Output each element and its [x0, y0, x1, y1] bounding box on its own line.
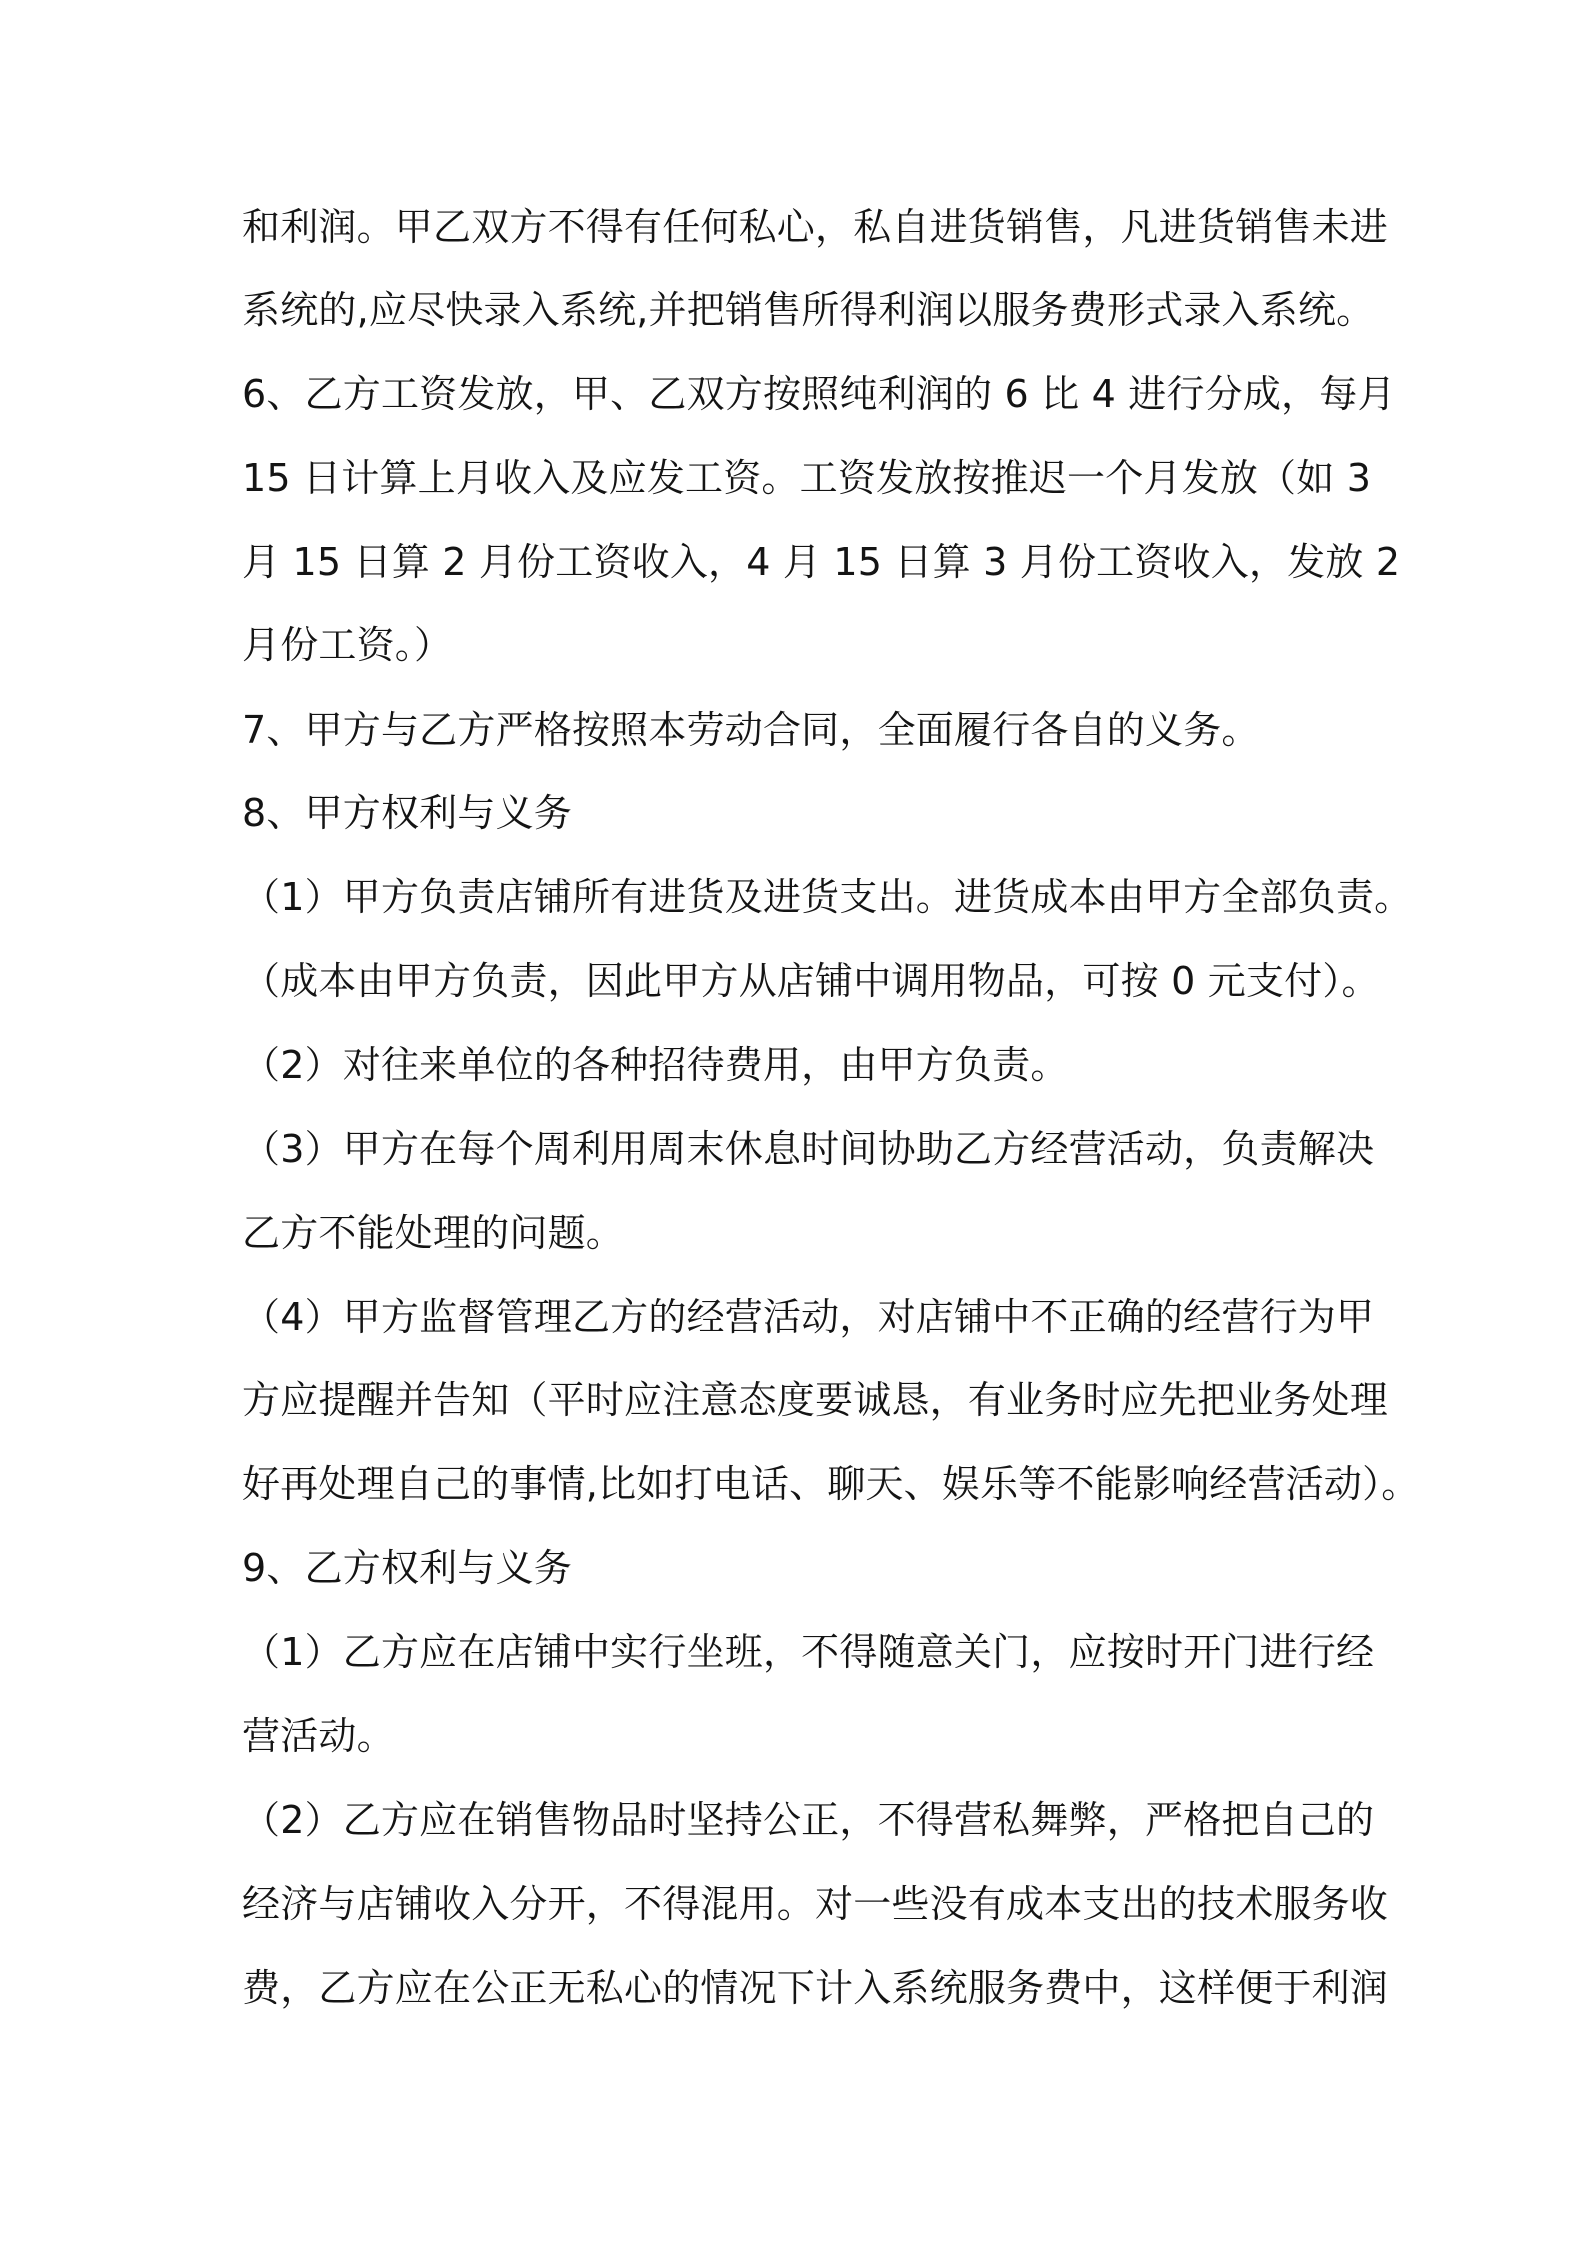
- text-line-11: （2）对往来单位的各种招待费用，由甲方负责。: [242, 1043, 1069, 1087]
- text-line-7: 7、甲方与乙方严格按照本劳动合同，全面履行各自的义务。: [242, 708, 1260, 752]
- text-line-16: 好再处理自己的事情,比如打电话、聊天、娱乐等不能影响经营活动）。: [242, 1462, 1420, 1506]
- text-line-8: 8、甲方权利与义务: [242, 791, 572, 835]
- text-line-18: （1）乙方应在店铺中实行坐班，不得随意关门，应按时开门进行经: [242, 1630, 1375, 1674]
- text-line-10: （成本由甲方负责，因此甲方从店铺中调用物品，可按 0 元支付）。: [242, 959, 1380, 1003]
- text-line-19: 营活动。: [242, 1714, 395, 1758]
- text-line-9: （1）甲方负责店铺所有进货及进货支出。进货成本由甲方全部负责。: [242, 875, 1413, 919]
- text-line-14: （4）甲方监督管理乙方的经营活动，对店铺中不正确的经营行为甲: [242, 1295, 1375, 1339]
- text-line-13: 乙方不能处理的问题。: [242, 1211, 625, 1255]
- text-line-6: 月份工资。）: [242, 623, 453, 667]
- text-line-20: （2）乙方应在销售物品时坚持公正，不得营私舞弊，严格把自己的: [242, 1798, 1375, 1842]
- text-line-2: 系统的,应尽快录入系统,并把销售所得利润以服务费形式录入系统。: [242, 288, 1375, 332]
- text-line-12: （3）甲方在每个周利用周末休息时间协助乙方经营活动，负责解决: [242, 1127, 1375, 1171]
- text-line-15: 方应提醒并告知（平时应注意态度要诚恳，有业务时应先把业务处理: [242, 1378, 1389, 1422]
- text-line-4: 15 日计算上月收入及应发工资。工资发放按推迟一个月发放（如 3: [242, 456, 1372, 500]
- text-line-5: 月 15 日算 2 月份工资收入，4 月 15 日算 3 月份工资收入，发放 2: [242, 540, 1401, 584]
- text-line-17: 9、乙方权利与义务: [242, 1546, 572, 1590]
- text-line-3: 6、乙方工资发放，甲、乙双方按照纯利润的 6 比 4 进行分成，每月: [242, 372, 1396, 416]
- text-line-21: 经济与店铺收入分开，不得混用。对一些没有成本支出的技术服务收: [242, 1882, 1389, 1926]
- text-line-1: 和利润。甲乙双方不得有任何私心，私自进货销售，凡进货销售未进: [242, 205, 1389, 249]
- text-line-22: 费，乙方应在公正无私心的情况下计入系统服务费中，这样便于利润: [242, 1966, 1389, 2010]
